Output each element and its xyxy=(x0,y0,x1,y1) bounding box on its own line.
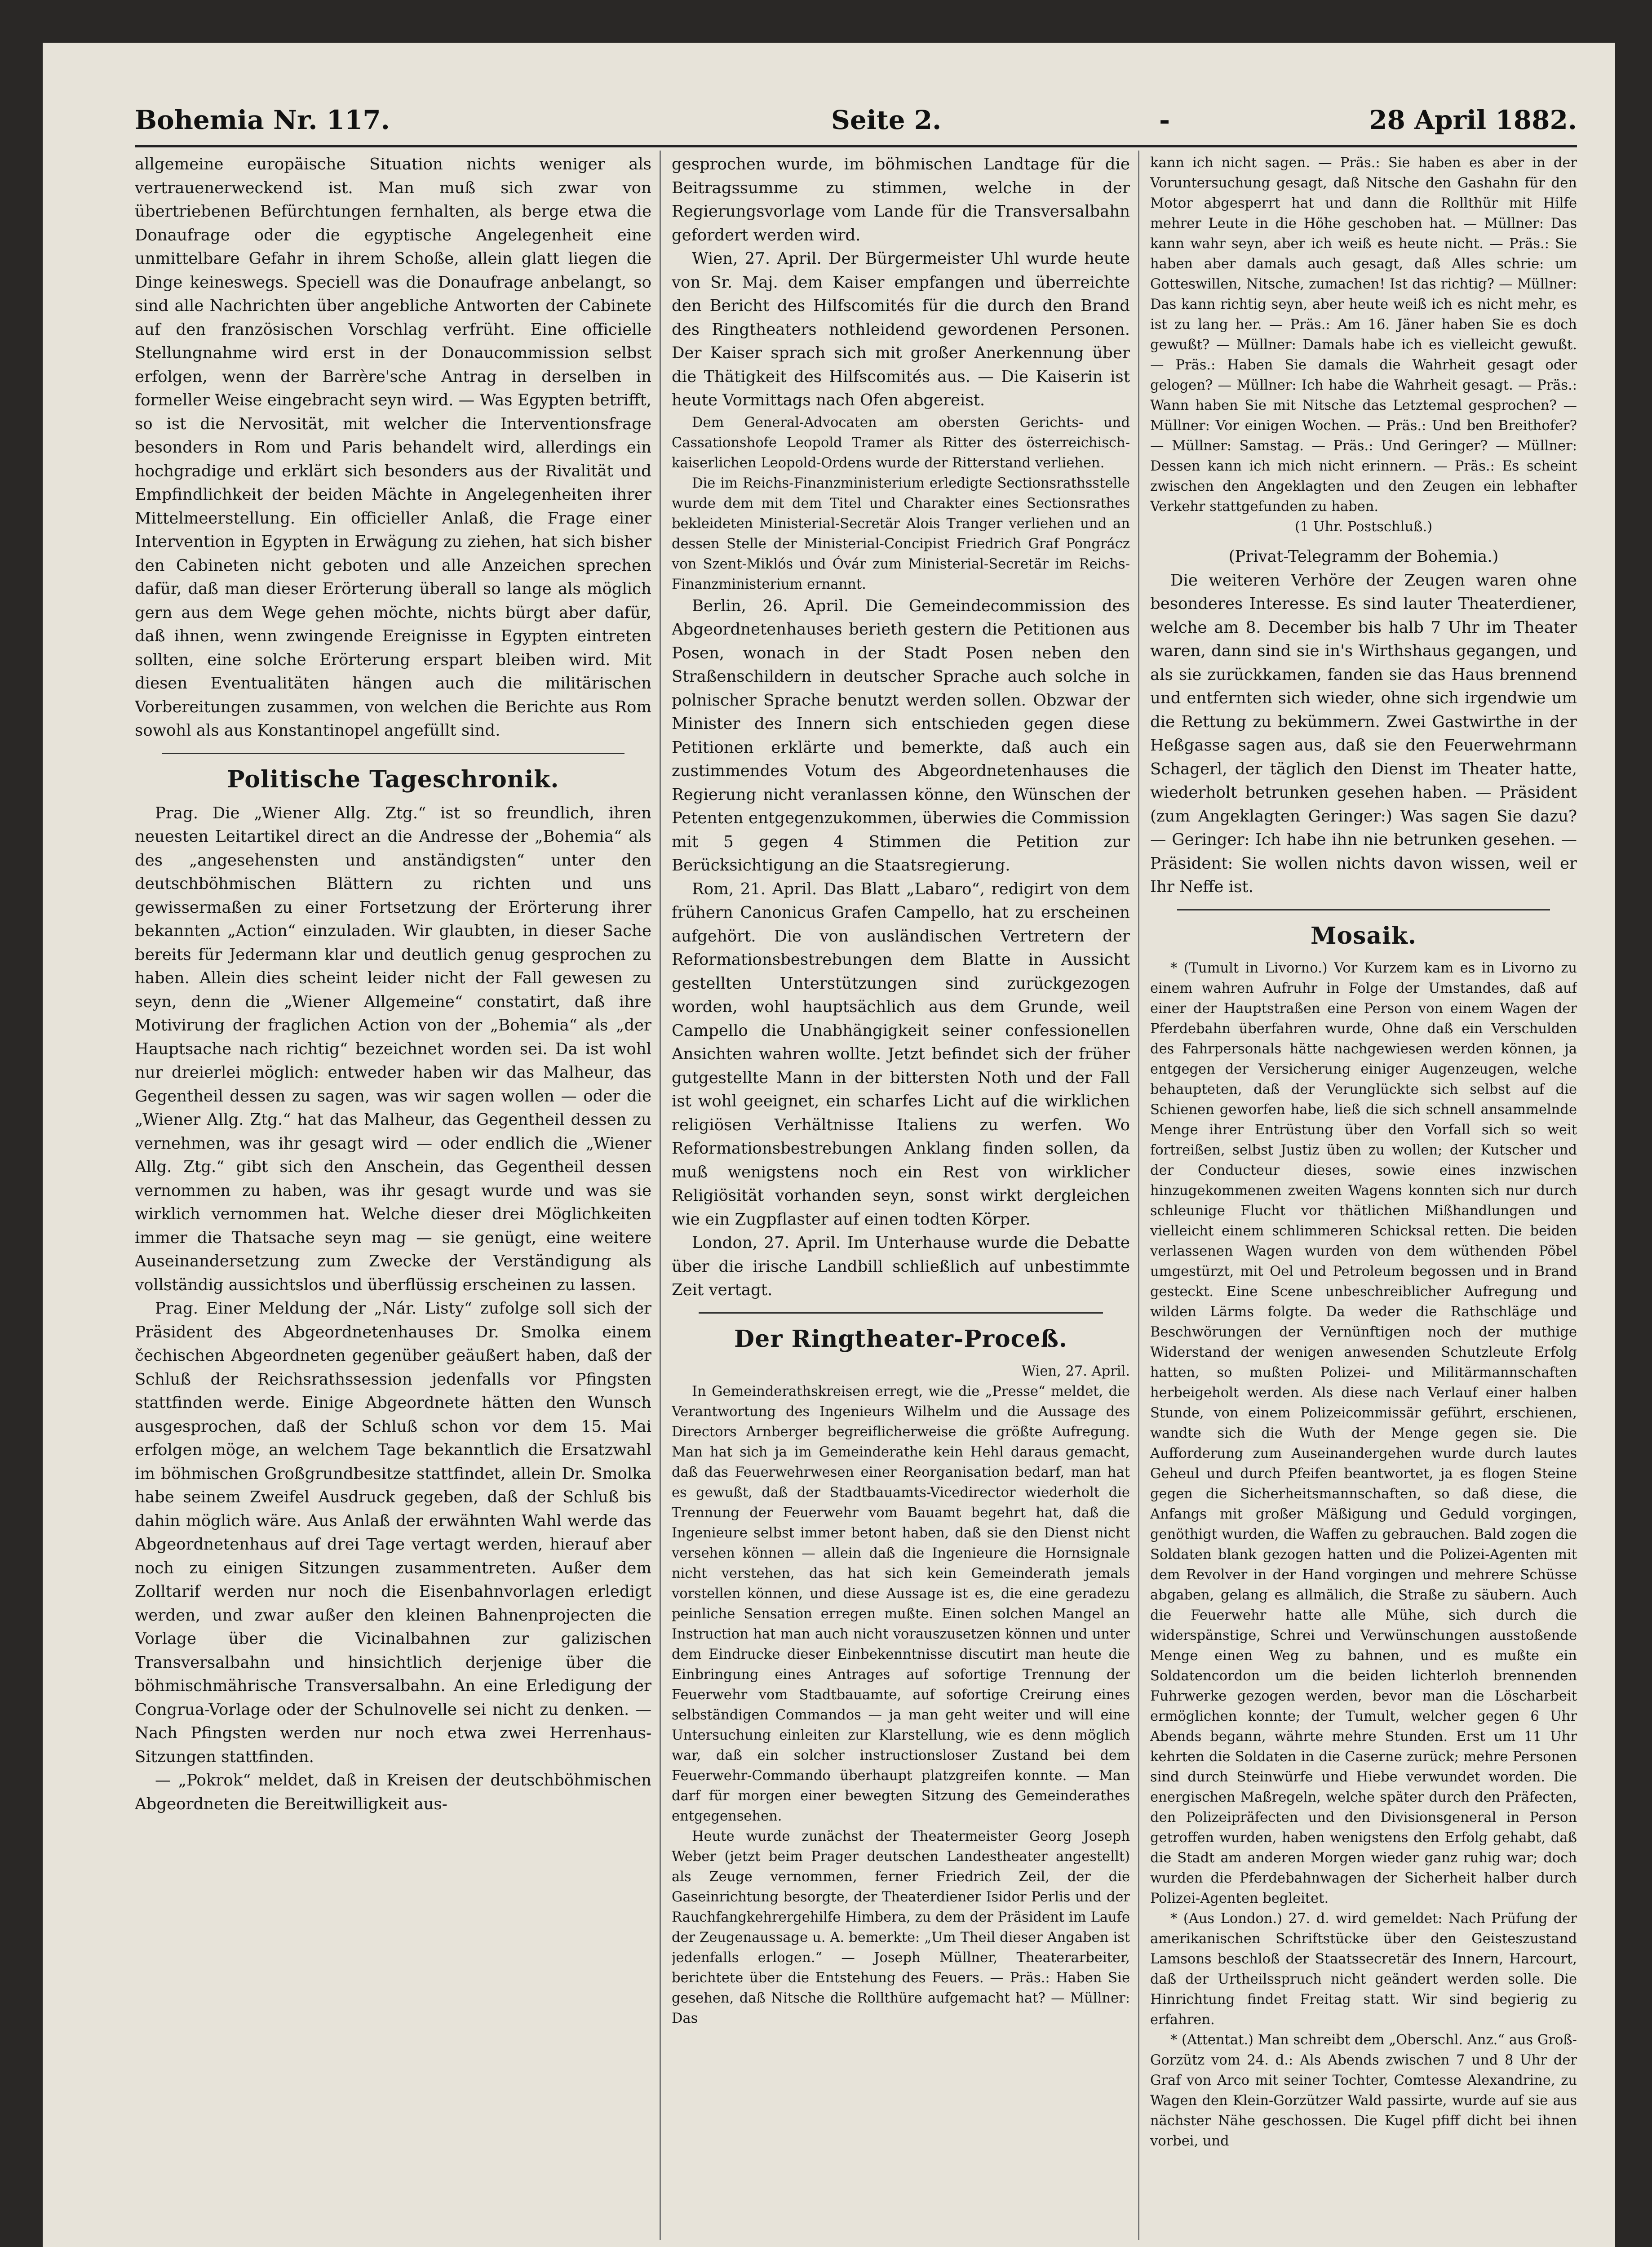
column-3 xyxy=(1150,153,1577,2238)
attentat-paragraph: * (Attentat.) Man schreibt dem „Oberschl. Anz.“ aus Groß-Gorzütz vom 24. d.: Als Abends zwischen 7 und 8 Uhr der Graf von Arco mit seiner Tochter, Comtesse Alexandrine, zu Wagen den Klein-Gorzützer Wald passirte, wurde auf sie aus nächster Nähe geschossen. Die Kugel pfiff dicht bei ihnen vorbei, und xyxy=(1150,2032,1577,2149)
finanzministerium-notice: Die im Reichs-Finanzministerium erledigte Sectionsrathsstelle wurde dem mit dem Titel und Charakter eines Sectionsrathes bekleideten Ministerial-Secretär Alois Tranger verliehen und an dessen Stelle der Ministerial-Concipist Friedrich Graf Pongrácz von Szent-Miklós und Óvár zum Ministerial-Secretär im Reichs-Finanzministerium ernannt. xyxy=(672,475,1130,592)
newspaper-page xyxy=(43,43,1615,2247)
pokrok-paragraph: — „Pokrok“ meldet, daß in Kreisen der deutschböhmischen Abgeordneten die Bereitwilligkeit aus- xyxy=(135,1771,651,1813)
london-paragraph: London, 27. April. Im Unterhause wurde die Debatte über die irische Landbill schließlich auf unbestimmte Zeit vertagt. xyxy=(672,1234,1130,1299)
postschluss-note: (1 Uhr. Postschluß.) xyxy=(1294,519,1433,535)
dateline: Wien, 27. April. xyxy=(1021,1363,1130,1379)
prag-smolka-paragraph: Prag. Einer Meldung der „Nár. Listy“ zufolge soll sich der Präsident des Abgeordnetenhauses Dr. Smolka einem čechischen Abgeordneten gegenüber geäußert haben, daß der Schluß der Reichsrathssession jedenfalls vor Pfingsten stattfinden werde. Einige Abgeordnete hätten den Wunsch ausgesprochen, daß der Schluß schon vor dem 15. Mai erfolgen möge, an welchem Tage bekanntlich die Ersatzwahl im böhmischen Großgrundbesitze stattfindet, allein Dr. Smolka habe seinem Zweifel Ausdruck gegeben, daß der Schluß bis dahin möglich wäre. Aus Anlaß der erwähnten Wahl werde das Abgeordnetenhaus auf drei Tage vertagt werden, hierauf aber noch zu einigen Sitzungen zusammentreten. Außer dem Zolltarif werden nur noch die Eisenbahnvorlagen erledigt werden, und zwar außer den kleinen Bahnenprojecten die Vorlage über die Vicinalbahnen zur galizischen Transversalbahn und hinsichtlich derjenige über die böhmischmährische Transversalbahn. An eine Erledigung der Congrua-Vorlage oder der Schulnovelle sei nicht zu denken. — Nach Pfingsten werden nur noch etwa zwei Herrenhaus-Sitzungen stattfinden. xyxy=(135,1299,651,1766)
column-separator xyxy=(660,151,661,2240)
section-divider xyxy=(699,1312,1103,1314)
wien-paragraph: Wien, 27. April. Der Bürgermeister Uhl wurde heute von Sr. Maj. dem Kaiser empfangen und überreichte den Bericht des Hilfscomités für die durch den Brand des Ringtheaters nothleidend gewordenen Personen. Der Kaiser sprach sich mit großer Anerkennung über die Thätigkeit des Hilfscomités aus. — Die Kaiserin ist heute Vormittags nach Ofen abgereist. xyxy=(672,249,1130,409)
issue-date: 28 April 1882. xyxy=(1369,105,1577,135)
interrogation-paragraph: kann ich nicht sagen. — Präs.: Sie haben es aber in der Voruntersuchung gesagt, daß Nitsche den Gashahn für den Motor abgesperrt hat und dann die Rollthür mit Hilfe mehrer Leute in die Höhe geschoben hat. — Müllner: Das kann wahr seyn, aber ich weiß es heute nicht. — Präs.: Sie haben aber damals auch gesagt, daß Alles schrie: um Gotteswillen, Nitsche, zumachen! Ist das richtig? — Müllner: Das kann richtig seyn, aber heute weiß ich es nicht mehr, es ist zu lang her. — Präs.: Am 16. Jäner haben Sie es doch gewußt? — Müllner: Damals habe ich es vielleicht gewußt. — Präs.: Haben Sie damals die Wahrheit gesagt oder gelogen? — Müllner: Ich habe die Wahrheit gesagt. — Präs.: Wann haben Sie mit Nitsche das Letztemal gesprochen? — Müllner: Vor einigen Wochen. — Präs.: Und ben Breithofer? — Müllner: Samstag. — Präs.: Und Geringer? — Müllner: Dessen kann ich mich nicht erinnern. — Präs.: Es scheint zwischen den Angeklagten und den Zeugen ein lebhafter Verkehr stattgefunden zu haben. xyxy=(1150,155,1577,515)
witness-paragraph: Heute wurde zunächst der Theatermeister Georg Joseph Weber (jetzt beim Prager deutschen Landestheater angestellt) als Zeuge vernommen, ferner Friedrich Zeil, der die Gaseinrichtung besorgte, der Theaterdiener Isidor Perlis und der Rauchfangkehrergehilfe Himbera, zu dem der Präsident im Laufe der Zeugenaussage u. A. bemerkte: „Um Theil dieser Angaben ist jedenfalls erlogen.“ — Joseph Müllner, Theaterarbeiter, berichtete über die Entstehung des Feuers. — Präs.: Haben Sie gesehen, daß Nitsche die Rollthüre aufgemacht hat? — Müllner: Das xyxy=(672,1828,1130,2026)
masthead-rule xyxy=(135,145,1577,147)
column-1 xyxy=(135,153,651,2238)
section-divider xyxy=(162,753,624,754)
page-number: Seite 2. xyxy=(831,105,942,135)
section-divider xyxy=(1177,909,1550,910)
masthead-title: Bohemia Nr. 117. xyxy=(135,105,390,135)
section-heading-mosaik: Mosaik. xyxy=(1310,922,1417,950)
column-separator xyxy=(1138,151,1139,2240)
prag-wiener-allg-paragraph: Prag. Die „Wiener Allg. Ztg.“ ist so freundlich, ihren neuesten Leitartikel direct an die Andresse der „Bohemia“ als des „angesehensten und anständigsten“ unter den deutschböhmischen Blättern zu richten und uns gewissermaßen zu einer Fortsetzung der Erörterung ihrer bekannten „Action“ einzuladen. Wir glaubten, in dieser Sache bereits für Jedermann klar und deutlich genug gesprochen zu haben. Allein dies scheint leider nicht der Fall gewesen zu seyn, denn die „Wiener Allgemeine“ constatirt, daß ihre Motivirung der fraglichen Action von der „Bohemia“ als „der Hauptsache nach richtig“ bezeichnet worden sei. Da ist wohl nur dreierlei möglich: entweder haben wir das Malheur, das Gegentheil dessen zu sagen, was wir sagen wollen — oder die „Wiener Allg. Ztg.“ hat das Malheur, das Gegentheil dessen zu vernehmen, was ihr gesagt wird — oder endlich die „Wiener Allg. Ztg.“ gibt sich den Anschein, das Gegentheil dessen vernommen zu haben, was ihr gesagt wurde und was sie wirklich vernommen hat. Welche dieser drei Möglichkeiten immer die Thatsache seyn mag — sie genügt, eine weitere Auseinandersetzung zum Zwecke der Verständigung als vollständig aussichtslos und überflüssig erscheinen zu lassen. xyxy=(135,804,651,1294)
tramer-notice: Dem General-Advocaten am obersten Gerichts- und Cassationshofe Leopold Tramer als Ritter des österreichisch-kaiserlichen Leopold-Ordens wurde der Ritterstand verliehen. xyxy=(672,414,1130,471)
masthead-dash: - xyxy=(1159,105,1170,135)
london-paragraph: * (Aus London.) 27. d. wird gemeldet: Nach Prüfung der amerikanischen Schriftstücke über den Geisteszustand Lamsons beschloß der Staatssecretär des Innern, Harcourt, daß der Urtheilsspruch nicht geändert werden solle. Die Hinrichtung findet Freitag statt. Wir sind begierig zu erfahren. xyxy=(1150,1910,1577,2028)
livorno-paragraph: * (Tumult in Livorno.) Vor Kurzem kam es in Livorno zu einem wahren Aufruhr in Folge der Umstandes, daß auf einer der Hauptstraßen eine Person von einem Wagen der Pferdebahn überfahren wurde, Ohne daß ein Verschulden des Fahrpersonals hätte nachgewiesen werden können, ja entgegen der Versicherung einiger Augenzeugen, welche behaupteten, daß der Verunglückte sich selbst auf die Schienen geworfen habe, ließ die sich schnell ansammelnde Menge ihrer Entrüstung über den Vorfall sich so weit fortreißen, selbst Justiz üben zu wollen; der Kutscher und der Conducteur dieses, sowie eines inzwischen hinzugekommenen zweiten Wagens konnten sich nur durch schleunige Flucht vor thätlichen Mißhandlungen und vielleicht einem schlimmeren Schicksal retten. Die beiden verlassenen Wagen wurden von dem wüthenden Pöbel umgestürzt, mit Oel und Petroleum begossen und in Brand gesteckt. Eine Scene unbeschreiblicher Aufregung und wilden Lärms folgte. Da weder die Rathschläge und Beschwörungen der Vernünftigen noch der muthige Widerstand der wenigen anwesenden Schutzleute Erfolg hatten, so mußten Polizei- und Militärmannschaften herbeigeholt werden. Als diese nach Verlauf einer halben Stunde, von einem Polizeicommissär geführt, erschienen, wandte sich die Wuth der Menge gegen sie. Die Aufforderung zum Auseinandergehen wurde durch lautes Geheul und durch Pfeifen beantwortet, ja es flogen Steine gegen die Sicherheitsmannschaften, so daß diese, die Anfangs mit großer Mäßigung und Geduld vorgingen, genöthigt wurden, die Waffen zu gebrauchen. Bald zogen die Soldaten blank gezogen hatten und die Polizei-Agenten mit dem Revolver in der Hand vorgingen und mehrere Schüsse abgaben, gelang es allmälich, die Straße zu säubern. Auch die Feuerwehr hatte alle Mühe, sich durch die widerspänstige, Schrei und Verwünschungen ausstoßende Menge einen Weg zu bahnen, und es mußte ein Soldatencordon um die beiden lichterloh brennenden Fuhrwerke gezogen werden, bevor man die Löscharbeit ermöglichen konnte; der Tumult, welcher gegen 6 Uhr Abends begann, währte mehre Stunden. Erst um 11 Uhr kehrten die Soldaten in die Caserne zurück; mehre Personen sind durch Steinwürfe und Hiebe verwundet worden. Die energischen Maßregeln, welche später durch den Präfecten, den Polizeipräfecten und den Divisionsgeneral in Person getroffen wurden, haben wenigstens den Erfolg gehabt, daß die Stadt am anderen Morgen wieder ganz ruhig war; doch wurden die Pferdebahnwagen der Sicherheit halber durch Polizei-Agenten begleitet. xyxy=(1150,960,1577,1906)
europe-situation-paragraph: allgemeine europäische Situation nichts weniger als vertrauenerweckend ist. Man muß sich zwar von übertriebenen Befürchtungen fernhalten, als berge etwa die Donaufrage oder die egyptische Angelegenheit eine unmittelbare Gefahr in ihrem Schoße, allein glatt liegen die Dinge keineswegs. Speciell was die Donaufrage anbelangt, so sind alle Nachrichten über angebliche Antworten der Cabinete auf den französischen Vorschlag verfrüht. Eine officielle Stellungnahme wird erst in der Donaucommission selbst erfolgen, wenn der Barrère'sche Antrag in derselben in formeller Weise eingebracht seyn wird. — Was Egypten betrifft, so ist die Nervosität, mit welcher die Interventionsfrage besonders in Rom und Paris behandelt wird, allerdings ein hochgradige und erklärt sich besonders aus der Rivalität und Empfindlichkeit der beiden Mächte in Angelegenheiten ihrer Mittelmeerstellung. Ein officieller Anlaß, die Frage einer Intervention in Egypten in Erwägung zu ziehen, hat sich bisher den Cabineten nicht geboten und alle Anzeichen sprechen dafür, daß man dieser Erörterung überall so lange als möglich gern aus dem Wege gehen möchte, nichts bürgt aber dafür, daß ihnen, wenn zwingende Ereignisse in Egypten eintreten sollten, eine solche Erörterung erspart bleiben wird. Mit diesen Eventualitäten hängen auch die militärischen Vorbereitungen zusammen, von welchen die Berichte aus Rom sowohl als aus Konstantinopel angefüllt sind. xyxy=(135,155,651,740)
telegram-heading: (Privat-Telegramm der Bohemia.) xyxy=(1228,547,1499,566)
telegram-paragraph: Die weiteren Verhöre der Zeugen waren ohne besonderes Interesse. Es sind lauter Theaterdiener, welche am 8. December bis halb 7 Uhr im Theater waren, dann sind sie in's Wirthshaus gegangen, und als sie zurückkamen, fanden sie das Haus brennend und entfernten sich wieder, ohne sich irgendwie um die Rettung zu bekümmern. Zwei Gastwirthe in der Heßgasse sagen aus, daß sie den Feuerwehrmann Schagerl, der täglich den Dienst im Theater hatte, wiederholt betrunken gesehen haben. — Präsident (zum Angeklagten Geringer:) Was sagen Sie dazu? — Geringer: Ich habe ihn nie betrunken gesehen. — Präsident: Sie wollen nichts davon wissen, weil er Ihr Neffe ist. xyxy=(1150,571,1577,896)
rom-paragraph: Rom, 21. April. Das Blatt „Labaro“, redigirt von dem frühern Canonicus Grafen Campello, hat zu erscheinen aufgehört. Die von ausländischen Vertretern der Reformationsbestrebungen dem Blatte in Aussicht gestellten Unterstützungen sind zurückgezogen worden, wohl hauptsächlich aus dem Grunde, weil Campello die Unabhängigkeit seiner confessionellen Ansichten wahren wollte. Jetzt befindet sich der früher gutgestellte Mann in der bittersten Noth und der Fall ist wohl geeignet, ein scharfes Licht auf die wirklichen religiösen Verhältnisse Italiens zu werfen. Wo Reformationsbestrebungen Anklang finden sollen, da muß wenigstens noch ein Rest von wirklicher Religiösität vorhanden seyn, sonst wirkt dergleichen wie ein Zugpflaster auf einen todten Körper. xyxy=(672,879,1130,1229)
section-heading-ringtheater-process: Der Ringtheater-Proceß. xyxy=(734,1325,1068,1353)
gemeinderath-paragraph: In Gemeinderathskreisen erregt, wie die „Presse“ meldet, die Verantwortung des Ingenieurs Wilhelm und die Aussage des Directors Arnberger begreiflicherweise die größte Aufregung. Man hat sich ja im Gemeinderathe kein Hehl daraus gemacht, daß das Feuerwehrwesen einer Reorganisation bedarf, man hat es gewußt, daß der Stadtbauamts-Vicedirector wiederholt die Trennung der Feuerwehr vom Bauamt begehrt hat, daß die Ingenieure selbst immer betont haben, daß sie den Dienst nicht versehen können — allein daß die Ingenieure die Hornsignale nicht verstehen, das hat sich kein Gemeinderath jemals vorstellen können, und diese Aussage ist es, die eine geradezu peinliche Sensation erregen mußte. Einen solchen Mangel an Instruction hat man auch nicht vorauszusetzen können und unter dem Eindrucke dieser Einbekenntnisse discutirt man heute die Einbringung eines Antrages auf sofortige Trennung der Feuerwehr vom Stadtbauamte, auf sofortige Creirung eines selbständigen Commandos — ja man geht weiter und will eine Untersuchung einleiten zur Klarstellung, wie es denn möglich war, daß ein solcher instructionsloser Zustand bei dem Feuerwehr-Commando überhaupt platzgreifen konnte. — Man darf für morgen einer bewegten Sitzung des Gemeinderathes entgegensehen. xyxy=(672,1383,1130,1824)
berlin-paragraph: Berlin, 26. April. Die Gemeindecommission des Abgeordnetenhauses berieth gestern die Petitionen aus Posen, wonach in der Stadt Posen neben den Straßenschildern in deutscher Sprache auch solche in polnischer Sprache benutzt werden sollen. Obzwar der Minister des Innern sich entschieden gegen diese Petitionen erklärte und bemerkte, daß auch ein zustimmendes Votum des Abgeordnetenhauses die Regierung nicht veranlassen könne, den Wünschen der Petenten entgegenzukommen, überwies die Commission mit 5 gegen 4 Stimmen die Petition zur Berücksichtigung an die Staatsregierung. xyxy=(672,596,1130,875)
continued-paragraph: gesprochen wurde, im böhmischen Landtage für die Beitragssumme zu stimmen, welche in der Regierungsvorlage vom Lande für die Transversalbahn gefordert werden wird. xyxy=(672,155,1130,244)
column-2 xyxy=(672,153,1130,2238)
masthead xyxy=(135,97,1577,144)
section-heading-politische-tageschronik: Politische Tageschronik. xyxy=(227,765,559,793)
